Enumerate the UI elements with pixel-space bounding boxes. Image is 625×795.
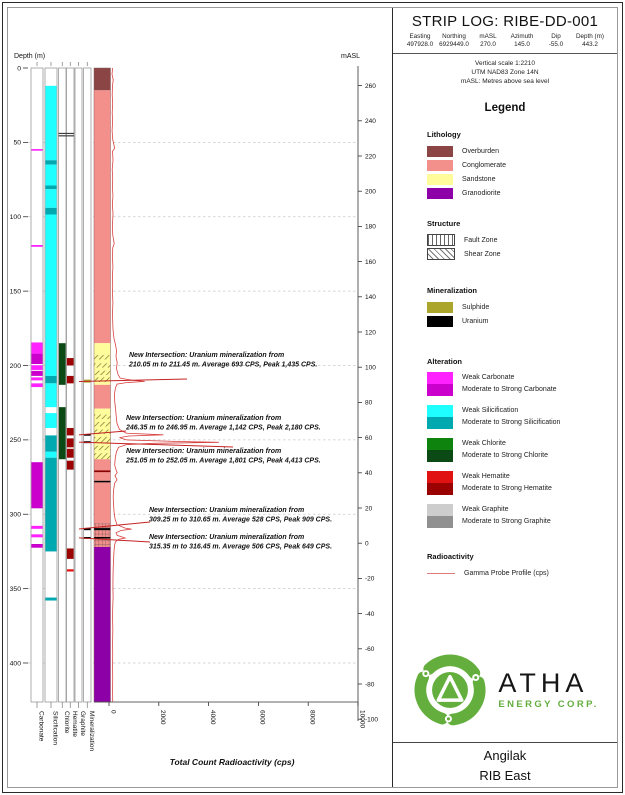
svg-text:100: 100 <box>9 214 21 222</box>
legend-item-label: Overburden <box>462 147 499 155</box>
svg-text:200: 200 <box>9 362 21 370</box>
cps-axis <box>94 702 365 767</box>
annotation-text: New Intersection: Uranium mineralization from <box>129 352 285 359</box>
svg-text:Total Count Radioactivity (cps: Total Count Radioactivity (cps) <box>169 757 295 767</box>
svg-text:160: 160 <box>365 258 376 266</box>
svg-text:0: 0 <box>365 540 369 548</box>
svg-text:140: 140 <box>365 294 376 302</box>
legend-swatch-icon <box>427 316 453 327</box>
legend-item-label: Sandstone <box>462 175 496 183</box>
legend-item-label: Gamma Probe Profile (cps) <box>464 569 549 577</box>
legend-swatch-icon <box>427 471 453 495</box>
legend-swatch-icon <box>427 302 453 313</box>
title-block <box>393 8 617 54</box>
legend-section-heading: Alteration <box>427 357 463 366</box>
legend-item <box>427 145 609 157</box>
project-name: Angilak <box>483 747 527 763</box>
svg-text:Graphite: Graphite <box>79 711 86 736</box>
legend-item-label: Uranium <box>462 317 489 325</box>
legend-section <box>427 130 609 199</box>
svg-text:0: 0 <box>109 710 117 714</box>
svg-text:2000: 2000 <box>159 710 167 725</box>
legend-item <box>427 187 609 199</box>
legend-swatch-icon <box>427 248 455 260</box>
lithology-column <box>94 68 111 702</box>
legend-item <box>427 301 609 313</box>
svg-text:-60: -60 <box>365 646 375 654</box>
svg-text:300: 300 <box>9 511 21 519</box>
legend-swatch-icon <box>427 372 453 396</box>
collar-field: Azimuth 145.0 <box>510 33 534 48</box>
legend-item <box>427 315 609 327</box>
atha-logo-icon <box>411 648 489 732</box>
legend-section-heading: Radioactivity <box>427 552 474 561</box>
svg-text:10000: 10000 <box>358 710 366 729</box>
column-hematite <box>67 68 75 702</box>
svg-text:6000: 6000 <box>258 710 266 725</box>
annotation-text: New Intersection: Uranium mineralization from <box>149 534 305 541</box>
svg-text:Carbonate: Carbonate <box>37 711 45 742</box>
structure-marker <box>59 133 75 134</box>
column-graphite <box>75 68 82 702</box>
svg-text:240: 240 <box>365 118 376 126</box>
svg-text:260: 260 <box>365 82 376 90</box>
alteration-columns <box>31 62 95 751</box>
legend-item <box>427 173 609 185</box>
svg-text:180: 180 <box>365 223 376 231</box>
legend-alteration-pair <box>427 372 609 396</box>
page-title: STRIP LOG: RIBE-DD-001 <box>411 13 599 30</box>
legend-pair-labels: Weak Carbonate Moderate to Strong Carbonate <box>462 374 557 393</box>
svg-text:120: 120 <box>365 329 376 337</box>
svg-text:250: 250 <box>9 437 21 445</box>
legend-section-heading: Mineralization <box>427 286 478 295</box>
legend-pair-labels: Weak Graphite Moderate to Strong Graphite <box>462 506 551 525</box>
svg-text:60: 60 <box>365 434 373 442</box>
legend-item <box>427 159 609 171</box>
svg-text:Chlorite: Chlorite <box>62 711 70 734</box>
legend-swatch-icon <box>427 174 453 185</box>
logo-name: ATHA <box>498 668 589 698</box>
svg-text:-80: -80 <box>365 681 375 689</box>
gamma-profile <box>112 68 219 702</box>
legend-swatch-icon <box>427 188 453 199</box>
legend-pair-labels: Weak Silicification Moderate to Strong Silicification <box>462 407 561 426</box>
svg-text:Hematite: Hematite <box>70 711 78 738</box>
legend-swatch-icon <box>427 504 453 528</box>
svg-text:-40: -40 <box>365 610 375 618</box>
svg-text:350: 350 <box>9 585 21 593</box>
svg-text:50: 50 <box>13 139 21 147</box>
structure-marker <box>59 135 75 136</box>
legend-section <box>427 286 609 327</box>
legend-item-label: Granodiorite <box>462 189 501 197</box>
legend-swatch-icon <box>427 438 453 462</box>
svg-text:8000: 8000 <box>308 710 316 725</box>
column-chlorite <box>59 68 67 702</box>
legend-swatch-icon <box>427 234 455 246</box>
legend-section <box>427 552 609 579</box>
legend-section-heading: Structure <box>427 219 461 228</box>
legend-item-label: Sulphide <box>462 303 490 311</box>
legend-item-label: Fault Zone <box>464 236 498 244</box>
column-mineralization <box>84 68 92 702</box>
svg-text:40: 40 <box>365 470 373 478</box>
annotation-text: 246.35 m to 246.95 m. Average 1,142 CPS, Peak 2,180 CPS. <box>126 424 321 432</box>
svg-text:-20: -20 <box>365 575 375 583</box>
legend-alteration-pair <box>427 504 609 528</box>
legend-alteration-pair <box>427 405 609 429</box>
project-footer <box>393 742 617 787</box>
svg-text:200: 200 <box>365 188 376 196</box>
legend-item <box>427 234 609 246</box>
legend-pair-labels: Weak Chlorite Moderate to Strong Chlorite <box>462 440 548 459</box>
annotation-text: 210.05 m to 211.45 m. Average 693 CPS, Peak 1,435 CPS. <box>129 361 318 369</box>
svg-text:100: 100 <box>365 364 376 372</box>
svg-text:Depth (m): Depth (m) <box>14 53 46 60</box>
legend-alteration-pair <box>427 471 609 495</box>
legend-title: Legend <box>484 102 526 114</box>
legend-item-label: Shear Zone <box>464 250 501 258</box>
svg-text:Silicification: Silicification <box>51 711 59 745</box>
logo-subtitle: ENERGY CORP. <box>498 699 599 710</box>
annotation-text: 309.25 m to 310.65 m. Average 528 CPS, Peak 909 CPS. <box>149 516 333 524</box>
legend-item-label: Conglomerate <box>462 161 506 169</box>
note-masl: mASL: Metres above sea level <box>460 78 550 85</box>
company-logo <box>393 640 617 740</box>
note-vertical-scale: Vertical scale 1:2210 <box>475 60 535 67</box>
legend-pair-labels: Weak Hematite Moderate to Strong Hematite <box>462 473 552 492</box>
legend-section-heading: Lithology <box>427 130 461 139</box>
annotation-text: New Intersection: Uranium mineralization from <box>126 415 282 422</box>
annotation-text: New Intersection: Uranium mineralization from <box>149 507 305 514</box>
collar-field: Dip -55.0 <box>548 33 564 48</box>
annotation-text: New Intersection: Uranium mineralization from <box>126 448 282 455</box>
legend-swatch-icon <box>427 405 453 429</box>
collar-field: Northing 6929449.0 <box>439 33 469 48</box>
legend-section <box>427 357 609 528</box>
legend-section <box>427 219 609 260</box>
svg-text:80: 80 <box>365 399 373 407</box>
note-utm-zone: UTM NAD83 Zone 14N <box>471 69 539 76</box>
svg-text:20: 20 <box>365 505 373 513</box>
svg-text:mASL: mASL <box>341 53 361 60</box>
legend-swatch-icon <box>427 146 453 157</box>
masl-axis <box>341 53 378 724</box>
collar-field: Depth (m) 443.2 <box>576 33 604 48</box>
legend-swatch-icon <box>427 160 453 171</box>
svg-text:Mineralization: Mineralization <box>87 711 95 752</box>
collar-field: mASL 270.0 <box>479 33 497 48</box>
legend-sections <box>427 130 609 579</box>
svg-text:150: 150 <box>9 288 21 296</box>
legend-item <box>427 567 609 579</box>
info-panel <box>392 8 617 787</box>
collar-field: Easting 497928.0 <box>406 33 434 48</box>
scale-notes <box>393 59 617 86</box>
legend-item <box>427 248 609 260</box>
svg-text:220: 220 <box>365 153 376 161</box>
svg-text:4000: 4000 <box>208 710 216 725</box>
annotation-text: 315.35 m to 316.45 m. Average 506 CPS, Peak 649 CPS. <box>149 543 333 551</box>
gamma-line-icon <box>427 573 455 574</box>
svg-text:0: 0 <box>17 65 21 73</box>
svg-text:-100: -100 <box>365 716 379 724</box>
annotation-text: 251.05 m to 252.05 m. Average 1,801 CPS, Peak 4,413 CPS. <box>126 457 321 465</box>
svg-text:400: 400 <box>9 660 21 668</box>
project-area: RIB East <box>479 767 531 783</box>
legend-alteration-pair <box>427 438 609 462</box>
collar-fields <box>393 33 617 49</box>
